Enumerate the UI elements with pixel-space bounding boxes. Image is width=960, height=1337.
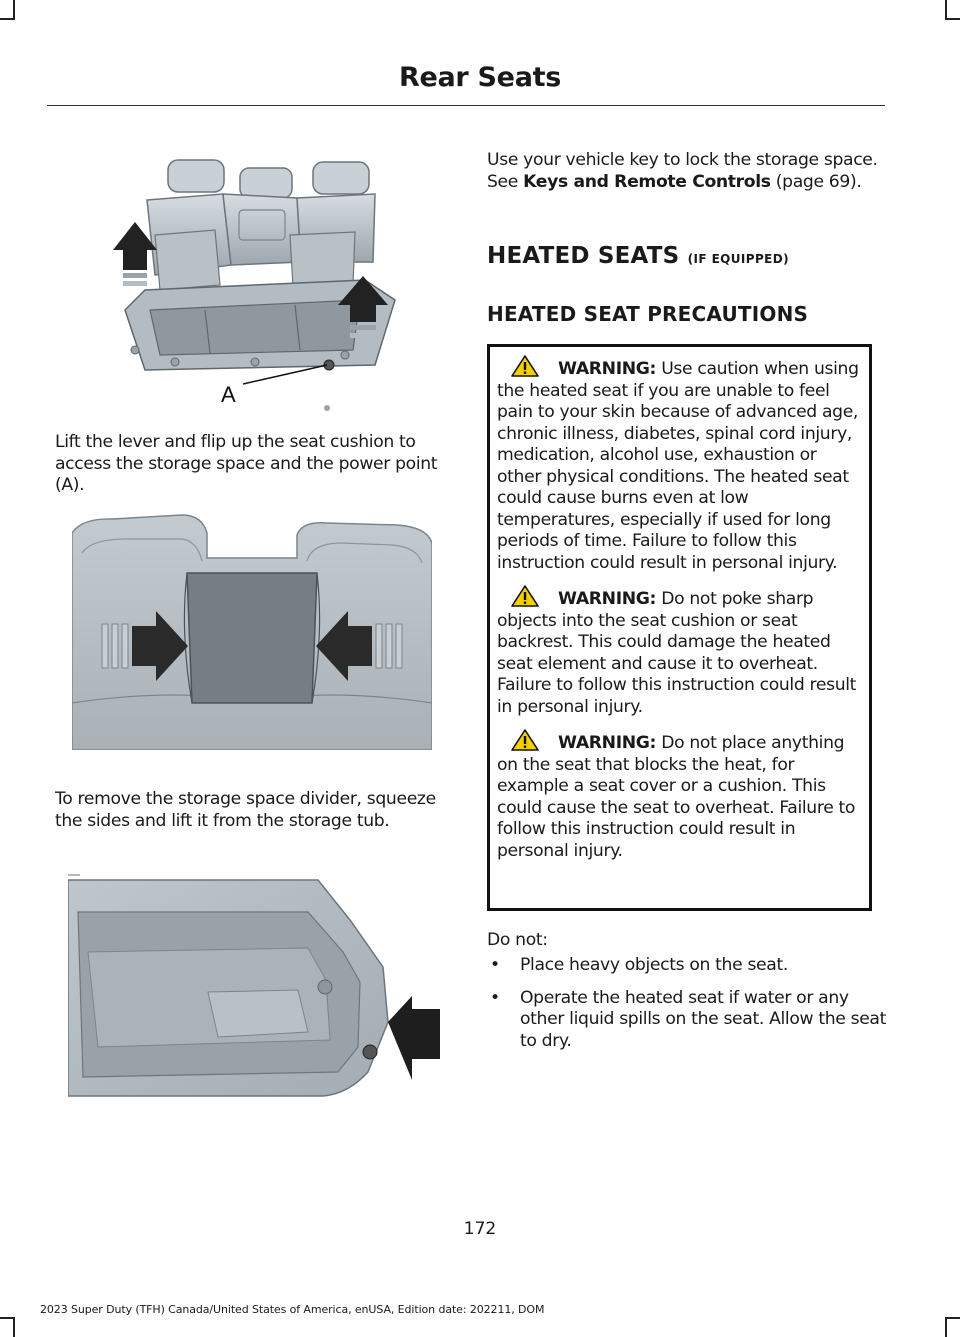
title-divider [47, 105, 885, 106]
footer-edition-info: 2023 Super Duty (TFH) Canada/United States of America, enUSA, Edition date: 202211, DOM [40, 1303, 545, 1316]
warning-1 [497, 355, 865, 574]
warning-label: WARNING: [558, 733, 657, 753]
list-item: • Place heavy objects on the seat. [487, 955, 887, 977]
warning-text: Do not place anything on the seat that blocks the heat, for example a seat cover or a cushion. This could cause the seat to overheat. Failure to follow this instruction could result in personal injury. [497, 733, 856, 861]
crop-mark [13, 1317, 15, 1337]
warning-label: WARNING: [558, 589, 657, 609]
crop-mark [945, 0, 947, 20]
crop-mark [0, 18, 15, 20]
subsection-heading-precautions: HEATED SEAT PRECAUTIONS [487, 302, 809, 326]
storage-access-paragraph: Lift the lever and flip up the seat cushion to access the storage space and the power point (A). [55, 432, 438, 495]
do-not-list [487, 955, 887, 1063]
warning-3 [497, 729, 865, 862]
key-lock-paragraph [487, 150, 882, 193]
page-title: Rear Seats [399, 62, 561, 93]
section-title: HEATED SEATS [487, 243, 680, 269]
warning-triangle-icon [511, 585, 555, 607]
rear-seat-storage-illustration [105, 150, 440, 415]
warning-triangle-icon [511, 729, 555, 751]
warning-text: Use caution when using the heated seat if you are unable to feel pain to your skin because of advanced age, chronic illness, diabetes, spinal cord injury, medication, alcohol use, exhaustion or other physical conditions. The heated seat could cause burns even at low temperatures, especially if used for long periods of time. Failure to follow this instruction could result in personal injury. [497, 359, 859, 573]
warning-text: Do not poke sharp objects into the seat cushion or seat backrest. This could damage the heated seat element and cause it to overheat. Failure to follow this instruction could result in personal injury. [497, 589, 857, 717]
key-lock-text: Use your vehicle key to lock the storage space. See [487, 150, 878, 192]
crop-mark [0, 1317, 15, 1319]
section-heading-heated-seats [487, 243, 789, 269]
crop-mark [945, 1317, 947, 1337]
crop-mark [945, 18, 960, 20]
crop-mark [945, 1317, 960, 1319]
if-equipped-tag: (IF EQUIPPED) [687, 252, 790, 266]
crop-mark [13, 0, 15, 20]
keys-remote-controls-link[interactable]: Keys and Remote Controls [523, 171, 771, 192]
warning-triangle-icon [511, 355, 555, 377]
storage-divider-illustration [72, 513, 432, 750]
do-not-intro: Do not: [487, 930, 548, 950]
warning-label: WARNING: [558, 359, 657, 379]
list-item: • Operate the heated seat if water or any other liquid spills on the seat. Allow the seat to dry. [487, 988, 887, 1053]
callout-a: A [221, 382, 236, 407]
key-lock-page-ref: (page 69). [770, 171, 862, 192]
warning-2 [497, 585, 865, 718]
divider-removal-paragraph: To remove the storage space divider, squeeze the sides and lift it from the storage tub. [55, 789, 436, 831]
storage-tub-illustration [68, 872, 440, 1100]
page-number: 172 [463, 1219, 497, 1239]
warning-box [487, 344, 872, 911]
